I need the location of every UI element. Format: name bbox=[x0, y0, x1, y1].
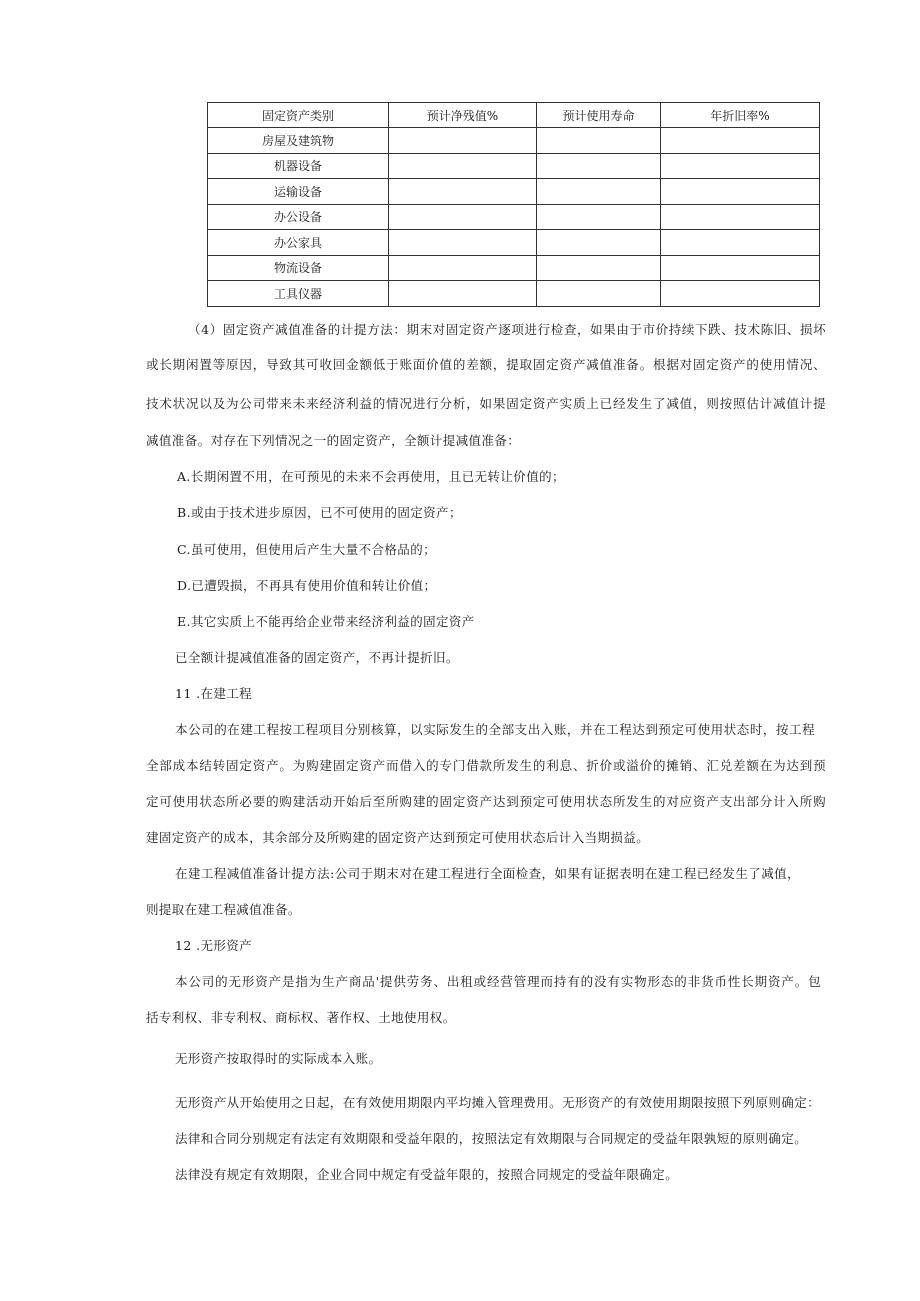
table-cell bbox=[537, 230, 661, 256]
intangible-para-line: 本公司的无形资产是指为生产商品'提供劳务、出租或经营管理而持有的没有实物形态的非货币性长期资产。包 bbox=[175, 974, 821, 989]
fixed-asset-table bbox=[207, 102, 820, 307]
table-cell-category: 办公设备 bbox=[208, 204, 389, 230]
table-row bbox=[208, 179, 820, 205]
table-cell bbox=[389, 179, 537, 205]
construction-para-line: 本公司的在建工程按工程项目分别核算，以实际发生的全部支出入账，并在工程达到预定可使用状态时，按工程 bbox=[175, 722, 815, 737]
construction-para-line: 全部成本结转固定资产。为购建固定资产而借入的专门借款所发生的利息、折价或溢价的摊销、汇兑差额在为达到预 bbox=[146, 758, 826, 773]
intangible-para: 法律没有规定有效期限，企业合同中规定有受益年限的，按照合同规定的受益年限确定。 bbox=[175, 1167, 679, 1182]
header-useful-life: 预计使用寿命 bbox=[537, 103, 661, 128]
impairment-item-d: D.已遭毁损，不再具有使用价值和转让价值； bbox=[177, 578, 437, 593]
table-row bbox=[208, 281, 820, 307]
impairment-item-e: E.其它实质上不能再给企业带来经济利益的固定资产 bbox=[177, 614, 475, 629]
intangible-para: 无形资产按取得时的实际成本入账。 bbox=[175, 1051, 382, 1066]
table-cell-category: 物流设备 bbox=[208, 255, 389, 281]
header-asset-category: 固定资产类别 bbox=[208, 103, 389, 128]
table-cell-category: 房屋及建筑物 bbox=[208, 128, 389, 154]
table-cell bbox=[661, 230, 820, 256]
table-cell bbox=[661, 153, 820, 179]
table-cell bbox=[661, 255, 820, 281]
impairment-para-line: （4）固定资产减值准备的计提方法：期末对固定资产逐项进行检查，如果由于市价持续下跌、技术陈旧、损坏 bbox=[188, 322, 826, 337]
table-cell bbox=[389, 153, 537, 179]
table-row bbox=[208, 128, 820, 154]
impairment-item-c: C.虽可使用，但使用后产生大量不合格品的； bbox=[177, 542, 436, 557]
table-cell bbox=[537, 128, 661, 154]
table-cell bbox=[661, 204, 820, 230]
table-cell bbox=[389, 128, 537, 154]
table-cell bbox=[389, 281, 537, 307]
table-cell bbox=[537, 255, 661, 281]
table-cell bbox=[661, 179, 820, 205]
construction-para-line: 定可使用状态所必要的购建活动开始后至所购建的固定资产达到预定可使用状态所发生的对应资产支出部分计入所购 bbox=[146, 794, 826, 809]
table-row bbox=[208, 204, 820, 230]
impairment-para-line: 技术状况以及为公司带来未来经济利益的情况进行分析，如果固定资产实质上已经发生了减值，则按照估计减值计提 bbox=[146, 396, 826, 411]
table-header-row bbox=[208, 103, 820, 128]
construction-para-line: 建固定资产的成本，其余部分及所购建的固定资产达到预定可使用状态后计入当期损益。 bbox=[146, 830, 650, 845]
table-cell bbox=[537, 179, 661, 205]
construction-para-line: 在建工程减值准备计提方法:公司于期末对在建工程进行全面检查，如果有证据表明在建工程已经发生了减值， bbox=[175, 866, 800, 881]
intangible-para: 无形资产从开始使用之日起，在有效使用期限内平均摊入管理费用。无形资产的有效使用期限按照下列原则确定： bbox=[175, 1095, 821, 1110]
section-heading-construction: 11 .在建工程 bbox=[175, 686, 253, 701]
impairment-para-line: 减值准备。对存在下列情况之一的固定资产，全额计提减值准备： bbox=[146, 433, 521, 448]
impairment-closing: 已全额计提减值准备的固定资产，不再计提折旧。 bbox=[175, 650, 459, 665]
table-row bbox=[208, 230, 820, 256]
construction-para-line: 则提取在建工程减值准备。 bbox=[146, 902, 301, 917]
header-depreciation-rate: 年折旧率% bbox=[661, 103, 820, 128]
section-heading-intangible: 12 .无形资产 bbox=[175, 938, 253, 953]
intangible-para: 法律和合同分别规定有法定有效期限和受益年限的，按照法定有效期限与合同规定的受益年限孰短的原则确定。 bbox=[175, 1131, 808, 1146]
table-cell bbox=[537, 204, 661, 230]
intangible-para-line: 括专利权、非专利权、商标权、著作权、土地使用权。 bbox=[146, 1010, 456, 1025]
impairment-para-line: 或长期闲置等原因，导致其可收回金额低于账面价值的差额，提取固定资产减值准备。根据对固定资产的使用情况、 bbox=[146, 357, 826, 372]
table-cell bbox=[389, 204, 537, 230]
table-cell-category: 运输设备 bbox=[208, 179, 389, 205]
table-cell-category: 工具仪器 bbox=[208, 281, 389, 307]
table-cell bbox=[661, 281, 820, 307]
impairment-item-b: B.或由于技术进步原因，已不可使用的固定资产； bbox=[177, 505, 462, 520]
table-cell bbox=[661, 128, 820, 154]
table-row bbox=[208, 255, 820, 281]
table-cell bbox=[537, 153, 661, 179]
table-cell bbox=[537, 281, 661, 307]
header-residual-value: 预计净残值% bbox=[389, 103, 537, 128]
table-row bbox=[208, 153, 820, 179]
table-cell-category: 机器设备 bbox=[208, 153, 389, 179]
table-cell bbox=[389, 255, 537, 281]
impairment-item-a: A.长期闲置不用，在可预见的未来不会再使用，且已无转让价值的； bbox=[177, 469, 565, 484]
table-cell bbox=[389, 230, 537, 256]
table-cell-category: 办公家具 bbox=[208, 230, 389, 256]
